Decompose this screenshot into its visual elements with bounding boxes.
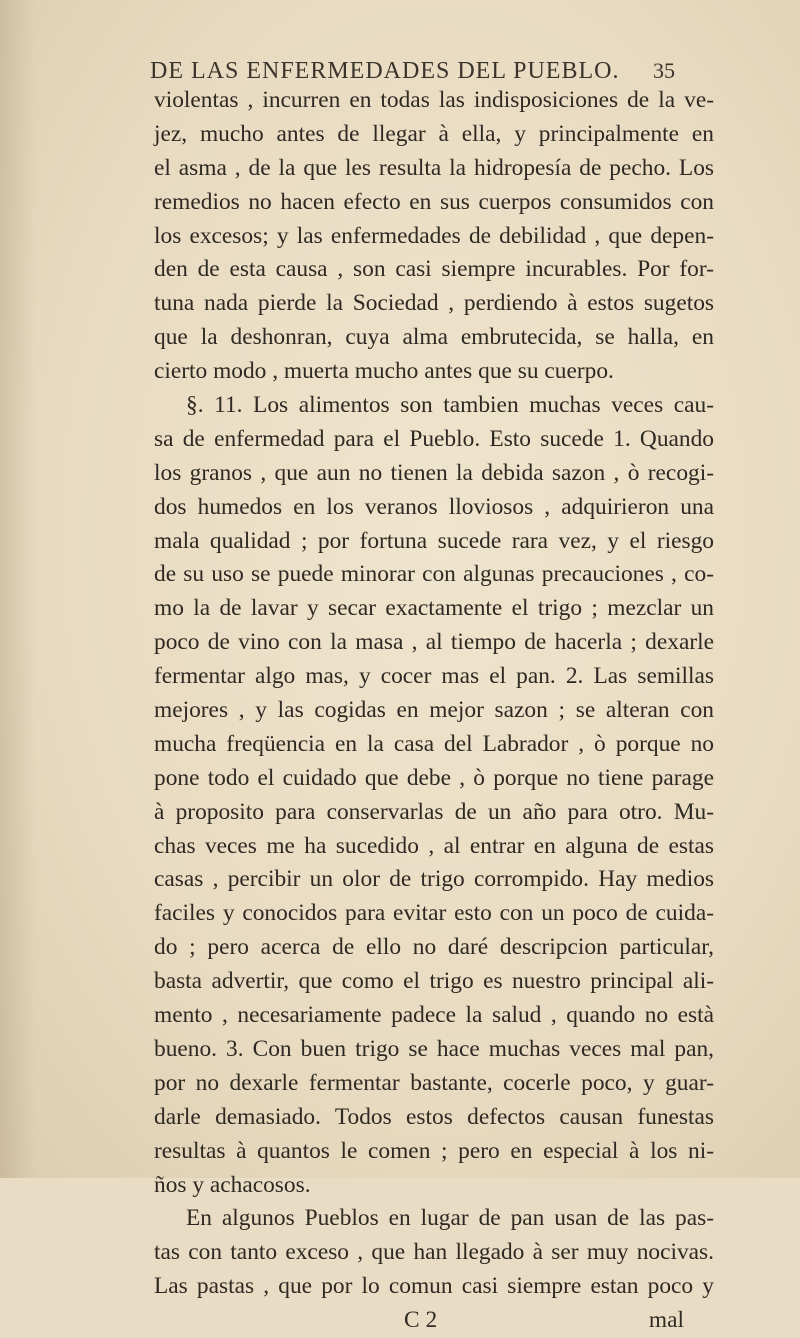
catchword: mal bbox=[648, 1307, 684, 1334]
text-line: jez, mucho antes de llegar à ella, y principalmente en bbox=[154, 120, 714, 147]
text-line: resultas à quantos le comen ; pero en especial à los ni- bbox=[154, 1137, 714, 1164]
text-line: violentas , incurren en todas las indisposiciones de la ve- bbox=[154, 87, 714, 113]
text-line: pone todo el cuidado que debe , ò porque no tiene parage bbox=[154, 764, 714, 791]
text-line: que la deshonran, cuya alma embrutecida, se halla, en bbox=[154, 324, 714, 351]
text-line: tuna nada pierde la Sociedad , perdiendo à estos sugetos bbox=[154, 290, 714, 317]
text-line: remedios no hacen efecto en sus cuerpos consumidos con bbox=[154, 188, 714, 215]
text-line: basta advertir, que como el trigo es nuestro principal ali- bbox=[154, 968, 714, 995]
text-line: tas con tanto exceso , que han llegado à ser muy nocivas. bbox=[154, 1239, 714, 1266]
text-line: mala qualidad ; por fortuna sucede rara vez, y el riesgo bbox=[154, 527, 714, 554]
text-line: los granos , que aun no tienen la debida sazon , ò recogi- bbox=[154, 459, 714, 486]
text-line: do ; pero acerca de ello no daré descripcion particular, bbox=[154, 934, 714, 961]
text-line: den de esta causa , son casi siempre incurables. Por for- bbox=[154, 256, 714, 283]
text-line: §. 11. Los alimentos son tambien muchas veces cau- bbox=[186, 392, 714, 419]
text-line: En algunos Pueblos en lugar de pan usan de las pas- bbox=[186, 1205, 714, 1232]
text-line: à proposito para conservarlas de un año para otro. Mu- bbox=[154, 798, 714, 825]
text-line: mo la de lavar y secar exactamente el trigo ; mezclar un bbox=[154, 595, 714, 622]
text-line: los excesos; y las enfermedades de debilidad , que depen- bbox=[154, 222, 714, 249]
running-head-title: DE LAS ENFERMEDADES DEL PUEBLO. bbox=[150, 58, 620, 84]
body-text bbox=[154, 84, 714, 1338]
signature-row bbox=[154, 1304, 714, 1338]
text-line: Las pastas , que por lo comun casi siempre estan poco y bbox=[154, 1273, 714, 1300]
text-line: bueno. 3. Con buen trigo se hace muchas veces mal pan, bbox=[154, 1035, 714, 1062]
page-number: 35 bbox=[653, 58, 675, 83]
signature-mark: C 2 bbox=[404, 1307, 438, 1334]
text-line: cierto modo , muerta mucho antes que su cuerpo. bbox=[154, 358, 614, 385]
text-line: mento , necesariamente padece la salud , quando no està bbox=[154, 1002, 714, 1029]
text-line: el asma , de la que les resulta la hidropesía de pecho. Los bbox=[154, 154, 714, 181]
text-line: chas veces me ha sucedido , al entrar en alguna de estas bbox=[154, 832, 714, 859]
text-line: por no dexarle fermentar bastante, cocerle poco, y guar- bbox=[154, 1069, 714, 1096]
text-line: mejores , y las cogidas en mejor sazon ; se alteran con bbox=[154, 697, 714, 724]
text-line: fermentar algo mas, y cocer mas el pan. 2. Las semillas bbox=[154, 663, 714, 690]
text-line: de su uso se puede minorar con algunas precauciones , co- bbox=[154, 561, 714, 588]
text-line: faciles y conocidos para evitar esto con un poco de cuida- bbox=[154, 900, 714, 927]
text-line: mucha freqüencia en la casa del Labrador , ò porque no bbox=[154, 730, 714, 757]
text-line: darle demasiado. Todos estos defectos causan funestas bbox=[154, 1103, 714, 1130]
text-line: sa de enfermedad para el Pueblo. Esto sucede 1. Quando bbox=[154, 425, 714, 452]
text-line: casas , percibir un olor de trigo corrompido. Hay medios bbox=[154, 866, 714, 893]
text-line: ños y achacosos. bbox=[154, 1171, 311, 1198]
text-line: poco de vino con la masa , al tiempo de hacerla ; dexarle bbox=[154, 629, 714, 656]
text-line: dos humedos en los veranos lloviosos , adquirieron una bbox=[154, 493, 714, 520]
